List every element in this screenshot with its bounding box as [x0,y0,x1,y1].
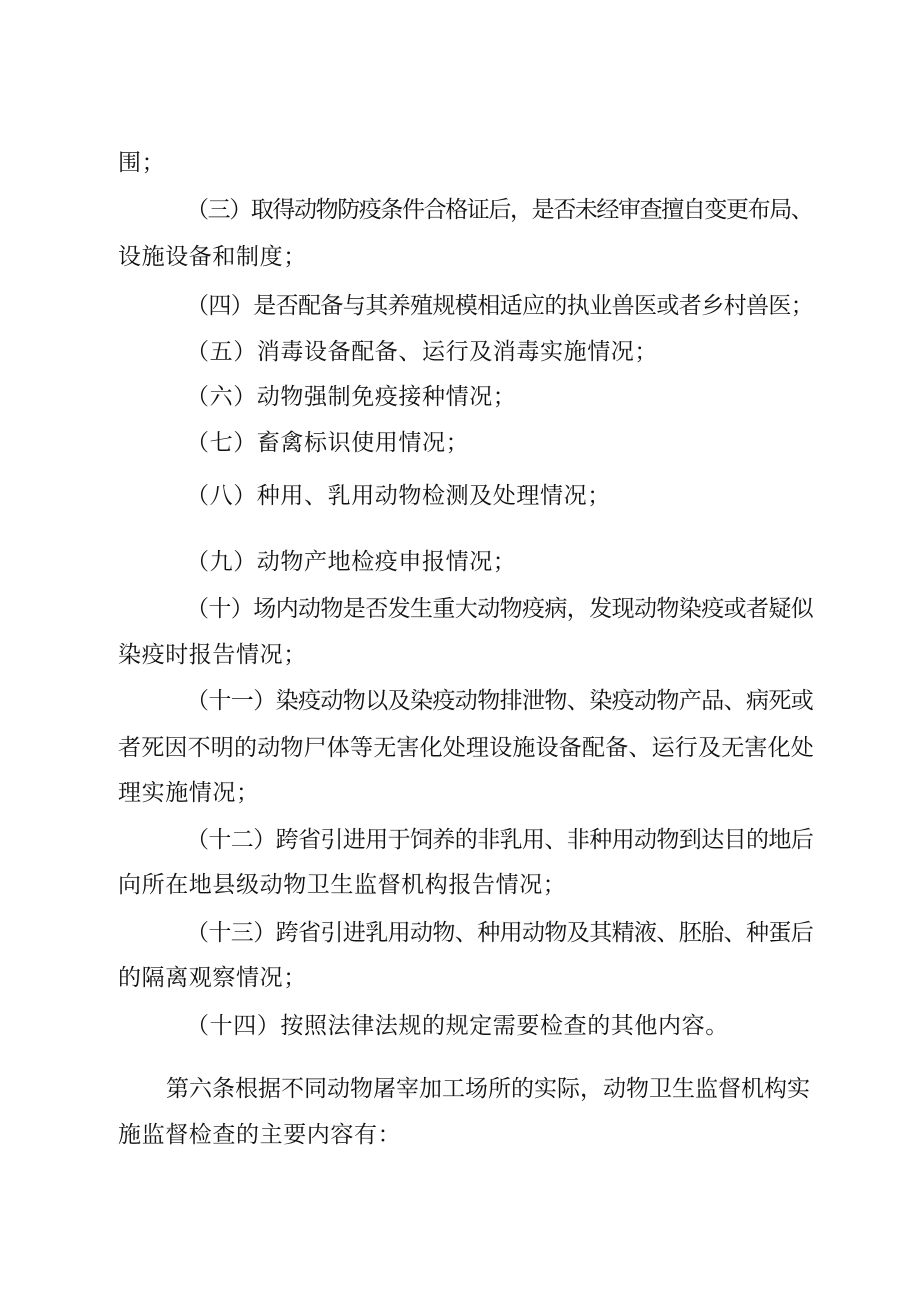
text-line: 的隔离观察情况； [118,965,307,991]
article-heading-line: 第六条根据不同动物屠宰加工场所的实际，动物卫生监督机构实 [166,1076,810,1102]
text-line: （九）动物产地检疫申报情况； [186,549,517,575]
text-line: （五）消毒设备配备、运行及消毒实施情况； [186,339,658,365]
text-line: 染疫时报告情况； [118,642,307,668]
text-line: （八）种用、乳用动物检测及处理情况； [186,483,611,509]
text-line: 围； [118,150,166,176]
text-line: （十二）跨省引进用于饲养的非乳用、非种用动物到达目的地后 [186,827,814,853]
text-line: （十四）按照法律法规的规定需要检查的其他内容。 [186,1013,729,1039]
text-line: （十一）染疫动物以及染疫动物排泄物、染疫动物产品、病死或 [186,688,814,714]
text-line: （三）取得动物防疫条件合格证后，是否未经审查擅自变更布局、 [186,197,813,223]
text-line: 向所在地县级动物卫生监督机构报告情况； [118,872,567,898]
text-line: （十三）跨省引进乳用动物、种用动物及其精液、胚胎、种蛋后 [186,920,814,946]
text-line: 理实施情况； [118,780,260,806]
text-line: （七）畜禽标识使用情况； [186,430,470,456]
text-line: 施监督检查的主要内容有： [118,1122,402,1148]
text-line: （十）场内动物是否发生重大动物疫病，发现动物染疫或者疑似 [186,596,814,622]
text-line: 者死因不明的动物尸体等无害化处理设施设备配备、运行及无害化处 [118,735,814,761]
text-line: （六）动物强制免疫接种情况； [186,384,517,410]
text-line: （四）是否配备与其养殖规模相适应的执业兽医或者乡村兽医； [186,293,814,319]
text-line: 设施设备和制度； [118,244,307,270]
